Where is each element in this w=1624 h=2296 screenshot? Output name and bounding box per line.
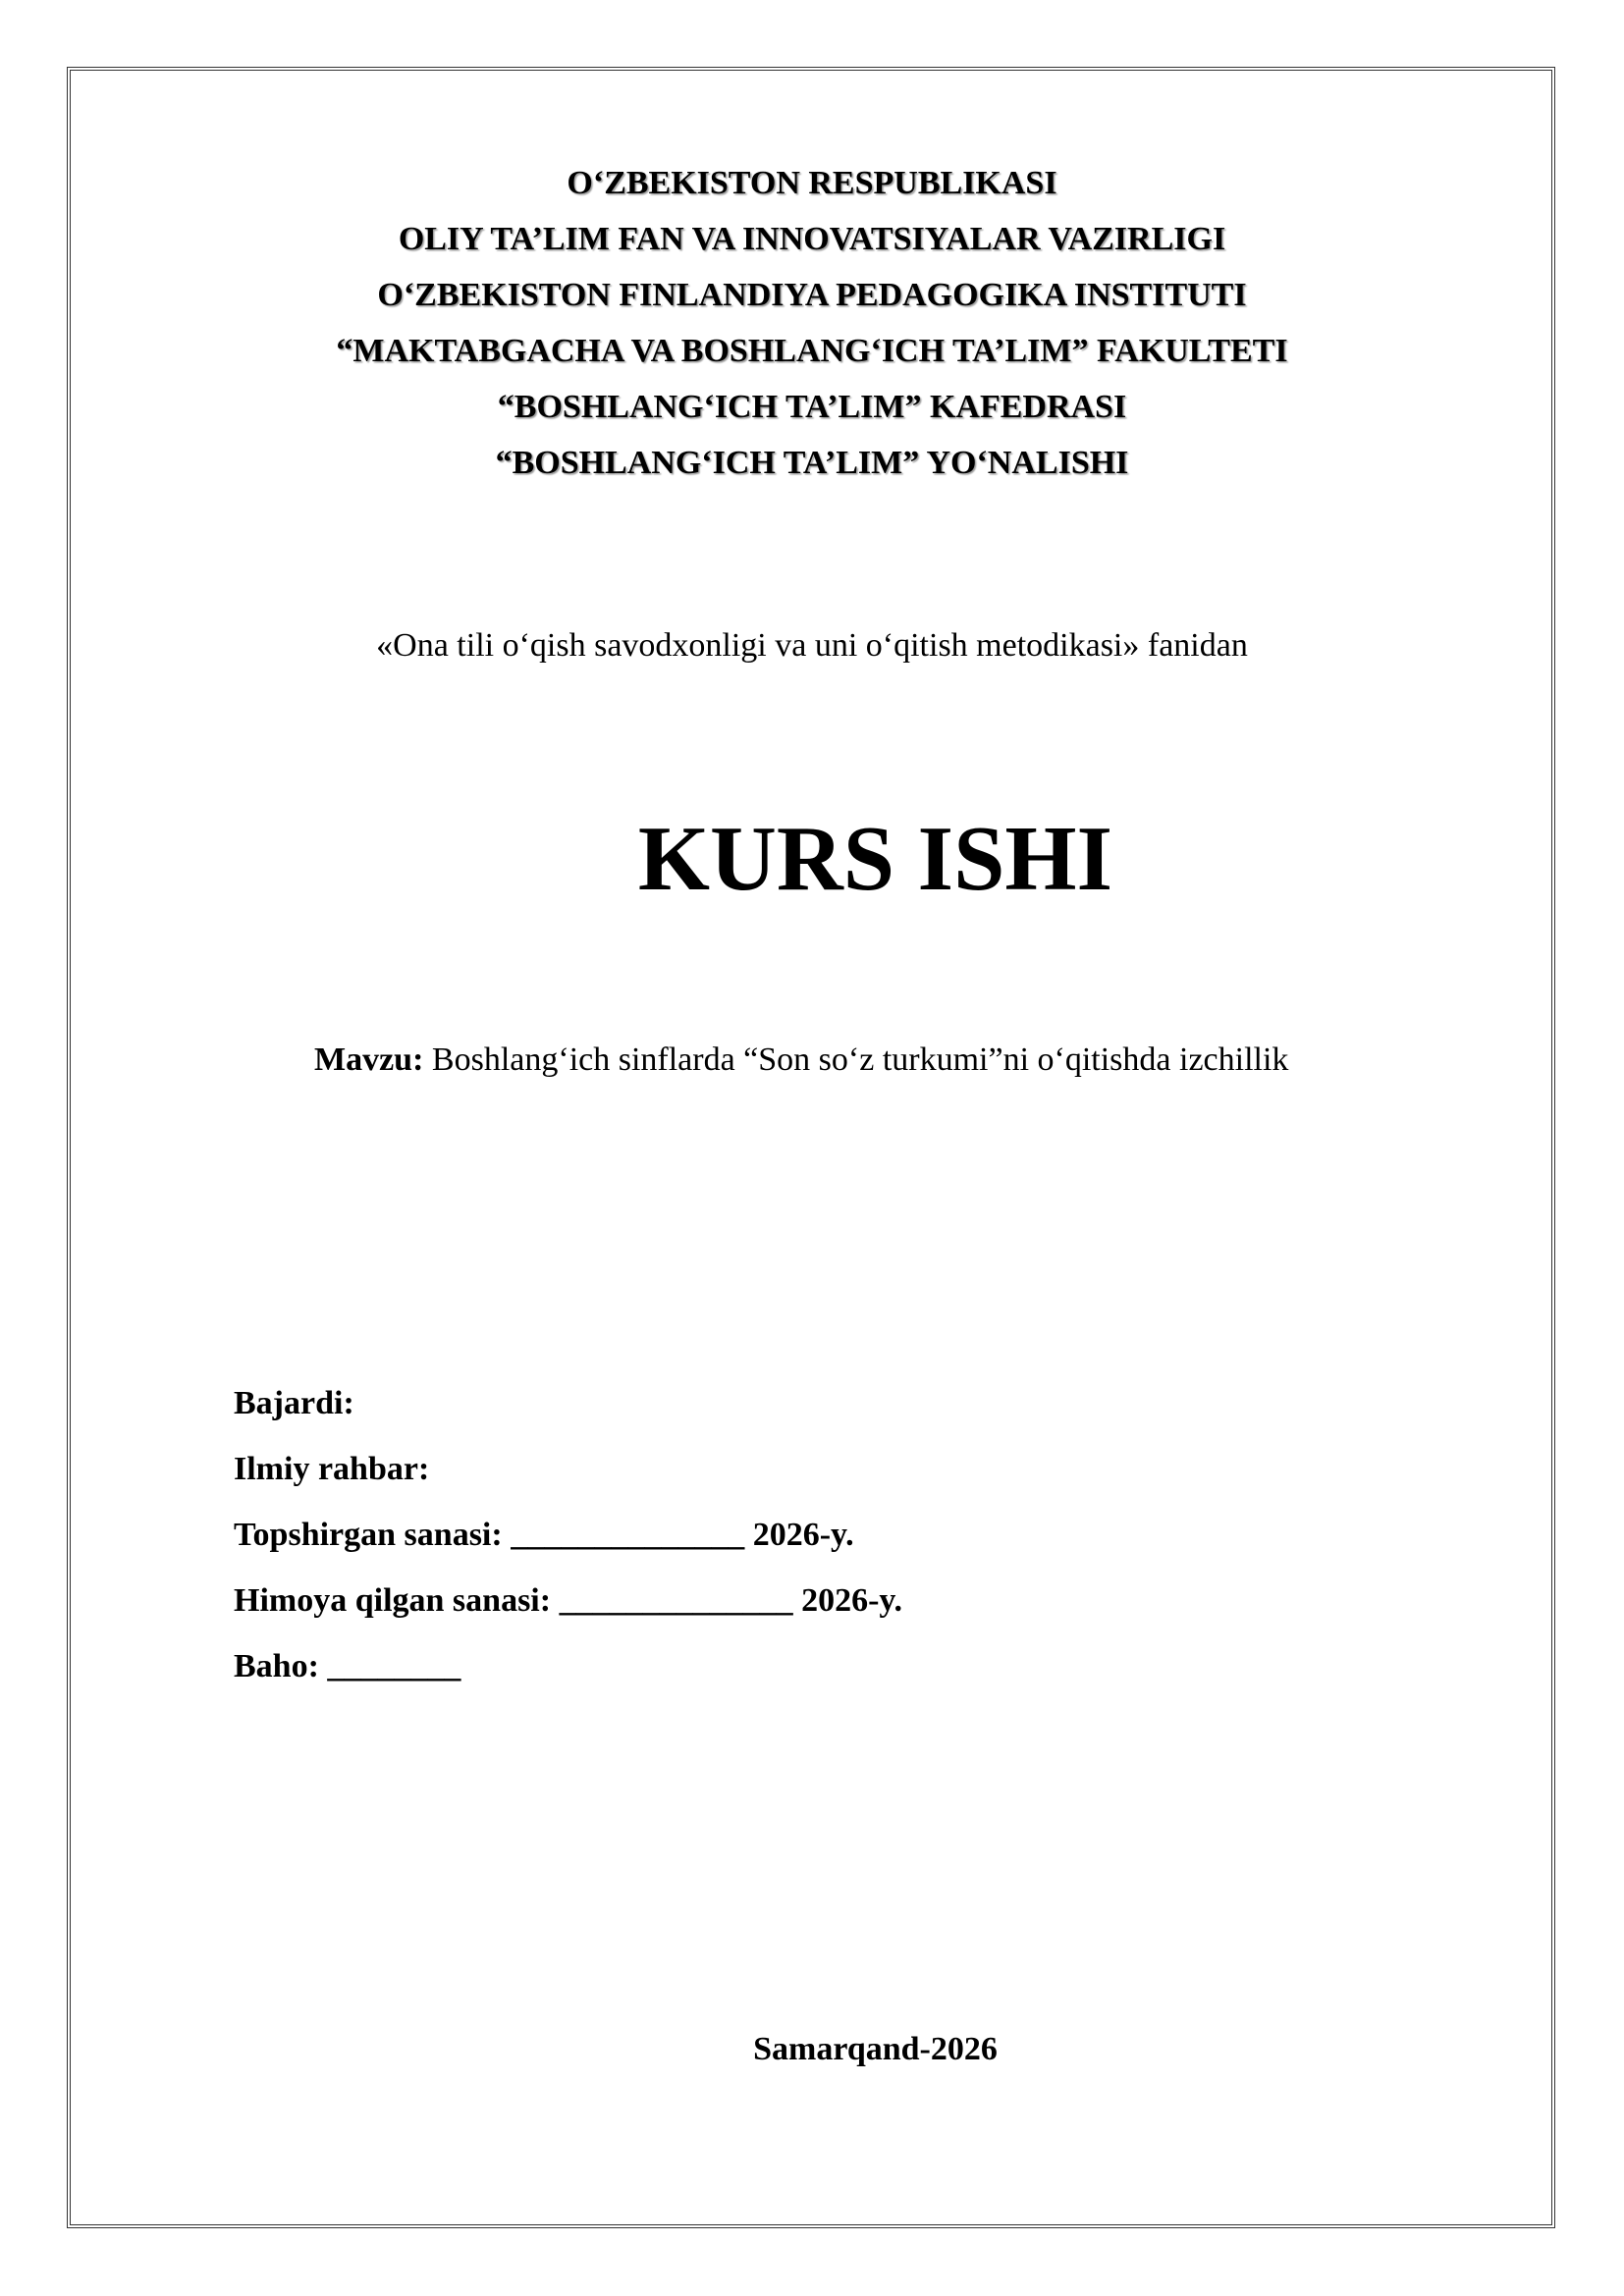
topic-label: Mavzu: <box>314 1041 424 1078</box>
topic-line <box>314 1039 1288 1082</box>
topic-text: Boshlang‘ich sinflarda “Son so‘z turkumi”ni o‘qitishda izchillik <box>423 1041 1289 1078</box>
header-line-direction: “BOSHLANG‘ICH TA’LIM” YO‘NALISHI <box>495 445 1129 481</box>
subject-line: «Ona tili o‘qish savodxonligi va uni o‘qitish metodikasi» fanidan <box>376 627 1248 664</box>
info-fields <box>234 1370 902 1699</box>
defense-date-field: Himoya qilgan sanasi: ______________ 2026-y. <box>234 1582 903 1619</box>
submission-date-field: Topshirgan sanasi: ______________ 2026-y. <box>234 1517 854 1553</box>
supervisor-field: Ilmiy rahbar: <box>234 1451 430 1487</box>
document-title: KURS ISHI <box>637 808 1113 910</box>
institution-header <box>0 155 1624 491</box>
header-line-institute: O‘ZBEKISTON FINLANDIYA PEDAGOGIKA INSTITUTI <box>377 277 1247 313</box>
header-line-country: O‘ZBEKISTON RESPUBLIKASI <box>567 165 1057 201</box>
city-year-footer: Samarqand-2026 <box>753 2031 998 2067</box>
performer-field: Bajardi: <box>234 1385 354 1421</box>
header-line-faculty: “MAKTABGACHA VA BOSHLANG‘ICH TA’LIM” FAKULTETI <box>336 333 1288 369</box>
header-line-department: “BOSHLANG‘ICH TA’LIM” KAFEDRASI <box>497 389 1127 425</box>
grade-field: Baho: ________ <box>234 1648 461 1684</box>
header-line-ministry: OLIY TA’LIM FAN VA INNOVATSIYALAR VAZIRLIGI <box>398 221 1226 257</box>
